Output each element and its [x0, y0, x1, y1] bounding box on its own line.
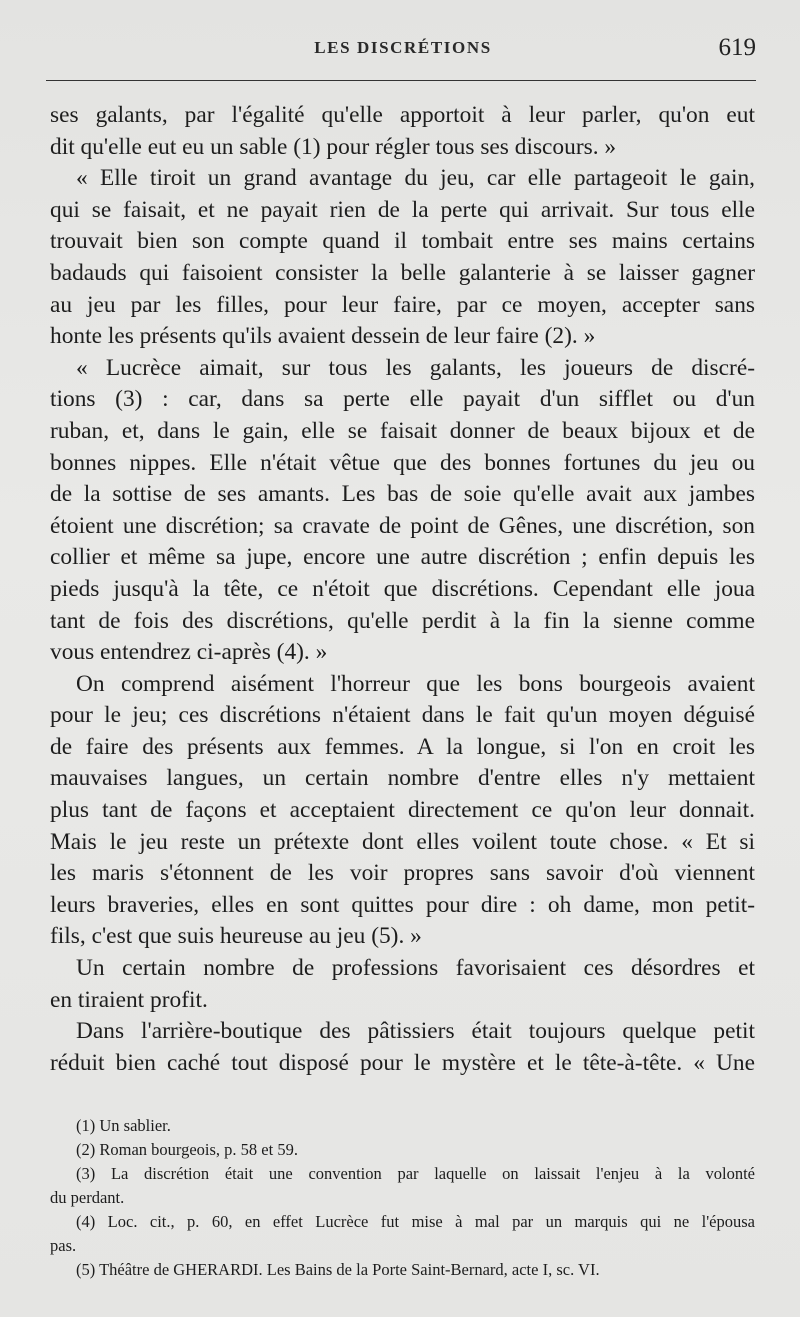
text-line: dit qu'elle eut eu un sable (1) pour régler tous ses discours. » — [50, 133, 617, 160]
text-line: au jeu par les filles, pour leur faire, par ce moyen, accepter sans — [50, 291, 755, 318]
text-line: de faire des présents aux femmes. A la longue, si l'on en croit les — [50, 733, 755, 760]
page-number: 619 — [718, 34, 756, 61]
text-line: « Elle tiroit un grand avantage du jeu, car elle partageoit le gain, — [76, 165, 755, 192]
text-line: On comprend aisément l'horreur que les bons bourgeois avaient — [76, 670, 755, 697]
text-line: Un certain nombre de professions favorisaient ces désordres et — [76, 955, 755, 982]
running-head: LES DISCRÉTIONS — [314, 38, 492, 57]
text-line: honte les présents qu'ils avaient dessein de leur faire (2). » — [50, 323, 596, 350]
text-line: plus tant de façons et acceptaient directement ce qu'on leur donnait. — [50, 797, 755, 824]
text-line: ruban, et, dans le gain, elle se faisait donner de beaux bijoux et de — [50, 417, 755, 444]
text-line: tant de fois des discrétions, qu'elle perdit à la fin la sienne comme — [50, 607, 755, 634]
text-line: ses galants, par l'égalité qu'elle apportoit à leur parler, qu'on eut — [50, 102, 755, 128]
text-line: tions (3) : car, dans sa perte elle payait d'un sifflet ou d'un — [50, 386, 755, 413]
text-line: bonnes nippes. Elle n'était vêtue que des bonnes fortunes du jeu ou — [50, 449, 755, 476]
text-line: pour le jeu; ces discrétions n'étaient dans le fait qu'un moyen déguisé — [50, 702, 755, 729]
text-line: de la sottise de ses amants. Les bas de soie qu'elle avait aux jambes — [50, 481, 755, 508]
footnote-continuation: pas. — [50, 1236, 77, 1255]
footnote: (1) Un sablier. — [76, 1116, 171, 1135]
text-line: étoient une discrétion; sa cravate de point de Gênes, une discrétion, son — [50, 512, 755, 539]
footnote: (2) Roman bourgeois, p. 58 et 59. — [76, 1140, 298, 1159]
footnote: (5) Théâtre de GHERARDI. Les Bains de la Porte Saint-Bernard, acte I, sc. VI. — [76, 1260, 600, 1279]
footnotes — [50, 1114, 755, 1282]
body-text — [50, 100, 755, 1079]
text-line: pieds jusqu'à la tête, ce n'étoit que discrétions. Cependant elle joua — [50, 575, 755, 602]
text-line: vous entendrez ci-après (4). » — [50, 639, 328, 666]
header-rule — [46, 80, 756, 81]
text-line: mauvaises langues, un certain nombre d'entre elles n'y mettaient — [50, 765, 755, 792]
text-line: leurs braveries, elles en sont quittes pour dire : oh dame, mon petit- — [50, 891, 755, 918]
text-line: réduit bien caché tout disposé pour le mystère et le tête-à-tête. « Une — [50, 1049, 755, 1076]
text-line: trouvait bien son compte quand il tombait entre ses mains certains — [50, 228, 755, 255]
text-line: badauds qui faisoient consister la belle galanterie à se laisser gagner — [50, 259, 755, 286]
text-line: « Lucrèce aimait, sur tous les galants, les joueurs de discré- — [76, 354, 755, 381]
text-line: collier et même sa jupe, encore une autre discrétion ; enfin depuis les — [50, 544, 755, 571]
footnote: (3) La discrétion était une convention par laquelle on laissait l'enjeu à la volonté — [76, 1164, 755, 1183]
text-line: en tiraient profit. — [50, 986, 208, 1013]
page-header — [50, 34, 756, 70]
text-line: qui se faisait, et ne payait rien de la perte qui arrivait. Sur tous elle — [50, 196, 755, 223]
text-line: les maris s'étonnent de les voir propres sans savoir d'où viennent — [50, 860, 755, 887]
footnote: (4) Loc. cit., p. 60, en effet Lucrèce fut mise à mal par un marquis qui ne l'épousa — [76, 1212, 755, 1231]
text-line: fils, c'est que suis heureuse au jeu (5). » — [50, 923, 422, 950]
text-line: Dans l'arrière-boutique des pâtissiers était toujours quelque petit — [76, 1018, 755, 1045]
footnote-continuation: du perdant. — [50, 1188, 125, 1207]
text-line: Mais le jeu reste un prétexte dont elles voilent toute chose. « Et si — [50, 828, 755, 855]
